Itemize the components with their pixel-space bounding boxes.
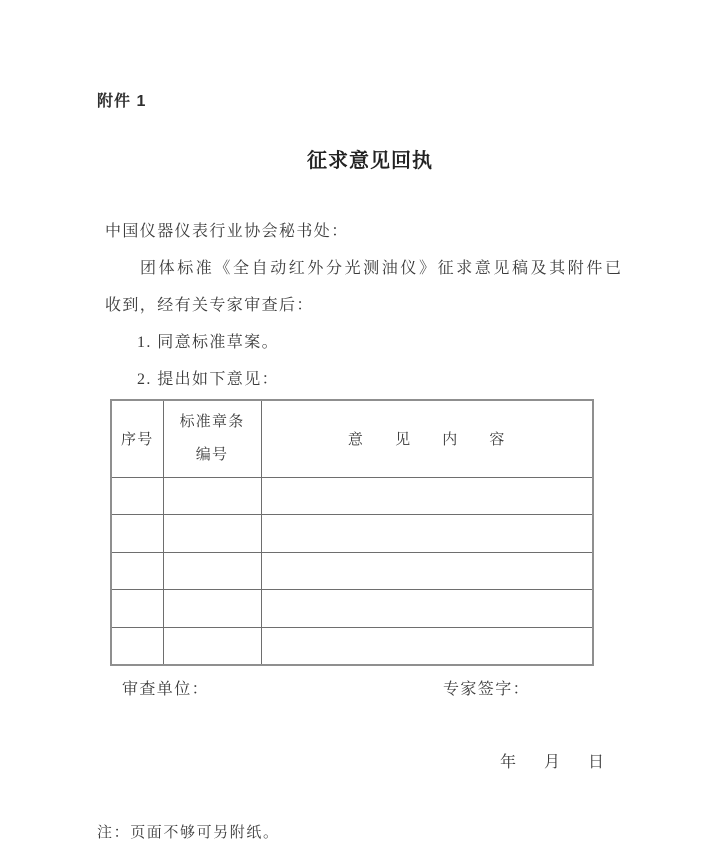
footer-note: 注：页面不够可另附纸。	[97, 825, 280, 841]
table-cell	[111, 477, 163, 515]
table-header-row	[111, 400, 593, 477]
option-agree-draft: 1. 同意标准草案。	[137, 334, 280, 351]
table-cell	[163, 515, 261, 553]
table-row	[111, 477, 593, 515]
date-line: 年 月 日	[500, 754, 607, 771]
comment-table	[110, 399, 594, 666]
table-cell	[163, 552, 261, 590]
table-cell	[111, 590, 163, 628]
table-row	[111, 515, 593, 553]
review-unit-label: 审查单位：	[122, 681, 210, 698]
column-header-clause-number	[163, 400, 261, 477]
table-cell	[111, 627, 163, 665]
table-cell	[111, 552, 163, 590]
table-row	[111, 552, 593, 590]
table-cell	[163, 590, 261, 628]
expert-signature-label: 专家签字：	[443, 681, 531, 698]
table-cell	[261, 627, 593, 665]
table-cell	[163, 477, 261, 515]
body-paragraph-line-2: 收到，经有关专家审查后：	[105, 297, 314, 314]
salutation-line: 中国仪器仪表行业协会秘书处：	[105, 223, 349, 240]
table-cell	[261, 552, 593, 590]
clause-header-line-1: 标准章条	[179, 413, 245, 430]
table-row	[111, 590, 593, 628]
attachment-label: 附件 1	[97, 93, 147, 110]
table-row	[111, 627, 593, 665]
body-paragraph-line-1: 团体标准《全自动红外分光测油仪》征求意见稿及其附件已	[140, 260, 624, 277]
table-cell	[261, 515, 593, 553]
table-cell	[261, 590, 593, 628]
page-title: 征求意见回执	[307, 150, 433, 172]
option-propose-comments: 2. 提出如下意见：	[137, 371, 280, 388]
table-cell	[261, 477, 593, 515]
table-cell	[111, 515, 163, 553]
column-header-comment-content: 意 见 内 容	[261, 400, 593, 477]
table-cell	[163, 627, 261, 665]
column-header-serial-number: 序号	[111, 400, 163, 477]
comment-table-body	[111, 477, 593, 665]
clause-header-line-2: 编号	[195, 446, 229, 463]
